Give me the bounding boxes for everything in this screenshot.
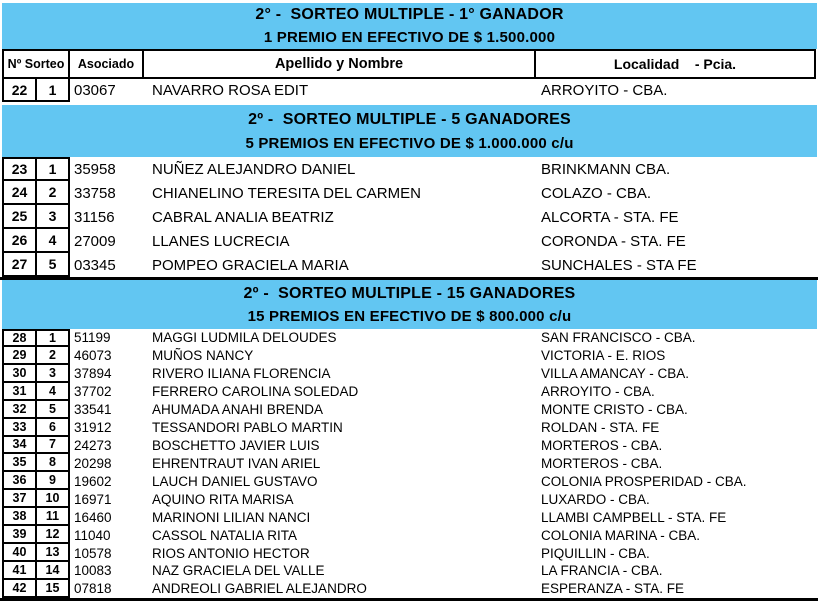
locality-cell: ESPERANZA - STA. FE <box>541 581 685 597</box>
winner-order-cell: 2 <box>35 181 70 205</box>
winner-row <box>0 205 818 229</box>
winner-row <box>0 419 818 437</box>
winner-row <box>0 562 818 580</box>
winner-order-cell: 3 <box>35 205 70 229</box>
sorteo-number-cell: 42 <box>2 580 37 598</box>
winner-name-cell: FERRERO CAROLINA SOLEDAD <box>152 384 359 400</box>
winner-name-cell: MARINONI LILIAN NANCI <box>152 509 311 525</box>
sorteo-number-cell: 32 <box>2 401 37 419</box>
winner-order-cell: 1 <box>35 329 70 347</box>
winner-rows <box>0 79 818 102</box>
column-header-row <box>0 49 818 79</box>
sorteo-number-cell: 38 <box>2 508 37 526</box>
winner-order-cell: 11 <box>35 508 70 526</box>
winner-order-cell: 2 <box>35 347 70 365</box>
winner-order-cell: 14 <box>35 562 70 580</box>
divider-line <box>0 598 818 601</box>
winner-order-cell: 10 <box>35 490 70 508</box>
sorteo-number-cell: 29 <box>2 347 37 365</box>
winner-name-cell: RIVERO ILIANA FLORENCIA <box>152 366 331 382</box>
sorteo-number-cell: 37 <box>2 490 37 508</box>
winner-row <box>0 347 818 365</box>
locality-cell: VILLA AMANCAY - CBA. <box>541 366 690 382</box>
asociado-number-cell: 20298 <box>74 455 112 471</box>
locality-cell: ARROYITO - CBA. <box>541 82 668 99</box>
sorteo-number-cell: 41 <box>2 562 37 580</box>
section-header-band <box>2 105 817 157</box>
locality-cell: MORTEROS - CBA. <box>541 437 663 453</box>
winner-row <box>0 508 818 526</box>
asociado-number-cell: 31156 <box>74 208 115 226</box>
winner-order-cell: 15 <box>35 580 70 598</box>
winner-name-cell: AHUMADA ANAHI BRENDA <box>152 402 324 418</box>
locality-cell: COLAZO - CBA. <box>541 184 652 202</box>
winner-row <box>0 472 818 490</box>
winner-row <box>0 253 818 277</box>
winner-name-cell: CABRAL ANALIA BEATRIZ <box>152 208 334 226</box>
asociado-number-cell: 16460 <box>74 509 112 525</box>
winner-row <box>0 490 818 508</box>
asociado-number-cell: 46073 <box>74 348 112 364</box>
asociado-number-cell: 37702 <box>74 384 112 400</box>
winner-rows <box>0 329 818 598</box>
winner-row <box>0 79 818 102</box>
section-subtitle: 1 PREMIO EN EFECTIVO DE $ 1.500.000 <box>263 29 556 46</box>
locality-cell: PIQUILLIN - CBA. <box>541 545 650 561</box>
sorteo-number-cell: 30 <box>2 365 37 383</box>
winner-order-cell: 1 <box>35 79 70 102</box>
winner-row <box>0 229 818 253</box>
asociado-number-cell: 03345 <box>74 256 116 274</box>
locality-cell: MORTEROS - CBA. <box>541 455 663 471</box>
winner-name-cell: NAZ GRACIELA DEL VALLE <box>152 563 325 579</box>
winner-row <box>0 383 818 401</box>
winner-row <box>0 526 818 544</box>
locality-cell: COLONIA PROSPERIDAD - CBA. <box>541 473 747 489</box>
sorteo-number-cell: 33 <box>2 419 37 437</box>
locality-cell: LLAMBI CAMPBELL - STA. FE <box>541 509 727 525</box>
asociado-number-cell: 33758 <box>74 184 116 202</box>
locality-cell: ROLDAN - STA. FE <box>541 420 660 436</box>
winner-name-cell: AQUINO RITA MARISA <box>152 491 294 507</box>
winner-name-cell: CHIANELINO TERESITA DEL CARMEN <box>152 184 421 202</box>
asociado-number-cell: 33541 <box>74 402 112 418</box>
asociado-number-cell: 27009 <box>74 232 116 250</box>
locality-cell: LA FRANCIA - CBA. <box>541 563 663 579</box>
locality-cell: SUNCHALES - STA FE <box>541 256 697 274</box>
asociado-number-cell: 03067 <box>74 82 116 99</box>
winner-order-cell: 4 <box>35 229 70 253</box>
locality-cell: BRINKMANN CBA. <box>541 160 671 178</box>
winner-row <box>0 437 818 455</box>
section-title: 2° - SORTEO MULTIPLE - 1° GANADOR <box>255 6 564 23</box>
winner-name-cell: RIOS ANTONIO HECTOR <box>152 545 310 561</box>
winner-order-cell: 9 <box>35 472 70 490</box>
section-subtitle: 15 PREMIOS EN EFECTIVO DE $ 800.000 c/u <box>247 307 572 325</box>
column-header-localidad: Localidad - Pcia. <box>534 49 816 79</box>
sorteo-number-cell: 27 <box>2 253 37 277</box>
section-title: 2º - SORTEO MULTIPLE - 15 GANADORES <box>243 284 576 302</box>
winner-order-cell: 3 <box>35 365 70 383</box>
locality-cell: ARROYITO - CBA. <box>541 384 655 400</box>
column-header-sorteo: Nº Sorteo <box>2 49 70 79</box>
winner-name-cell: BOSCHETTO JAVIER LUIS <box>152 437 320 453</box>
asociado-number-cell: 31912 <box>74 420 112 436</box>
column-header-nombre: Apellido y Nombre <box>142 49 536 79</box>
winner-row <box>0 365 818 383</box>
winner-name-cell: EHRENTRAUT IVAN ARIEL <box>152 455 321 471</box>
winner-name-cell: MAGGI LUDMILA DELOUDES <box>152 330 337 346</box>
winner-order-cell: 12 <box>35 526 70 544</box>
winner-order-cell: 7 <box>35 437 70 455</box>
sorteo-number-cell: 39 <box>2 526 37 544</box>
locality-cell: CORONDA - STA. FE <box>541 232 686 250</box>
sorteo-section <box>0 105 818 277</box>
sorteo-number-cell: 23 <box>2 157 37 181</box>
winner-name-cell: NUÑEZ ALEJANDRO DANIEL <box>152 160 356 178</box>
locality-cell: VICTORIA - E. RIOS <box>541 348 666 364</box>
asociado-number-cell: 51199 <box>74 330 111 346</box>
sorteo-number-cell: 35 <box>2 454 37 472</box>
sorteo-number-cell: 24 <box>2 181 37 205</box>
section-title: 2º - SORTEO MULTIPLE - 5 GANADORES <box>248 110 571 128</box>
winner-name-cell: POMPEO GRACIELA MARIA <box>152 256 349 274</box>
winner-row <box>0 454 818 472</box>
sorteo-section <box>0 3 818 102</box>
locality-cell: ALCORTA - STA. FE <box>541 208 679 226</box>
winner-name-cell: CASSOL NATALIA RITA <box>152 527 298 543</box>
locality-cell: MONTE CRISTO - CBA. <box>541 402 688 418</box>
winner-name-cell: LAUCH DANIEL GUSTAVO <box>152 473 318 489</box>
winner-row <box>0 544 818 562</box>
asociado-number-cell: 11040 <box>74 527 111 543</box>
sorteo-number-cell: 40 <box>2 544 37 562</box>
winner-order-cell: 5 <box>35 253 70 277</box>
sorteo-number-cell: 22 <box>2 79 37 102</box>
winner-order-cell: 13 <box>35 544 70 562</box>
sorteo-number-cell: 34 <box>2 437 37 455</box>
sorteo-number-cell: 26 <box>2 229 37 253</box>
column-header-asociado: Asociado <box>68 49 144 79</box>
asociado-number-cell: 10578 <box>74 545 112 561</box>
winner-name-cell: ANDREOLI GABRIEL ALEJANDRO <box>152 581 367 597</box>
locality-cell: COLONIA MARINA - CBA. <box>541 527 701 543</box>
section-subtitle: 5 PREMIOS EN EFECTIVO DE $ 1.000.000 c/u <box>245 134 574 152</box>
locality-cell: LUXARDO - CBA. <box>541 491 650 507</box>
winner-order-cell: 1 <box>35 157 70 181</box>
asociado-number-cell: 35958 <box>74 160 116 178</box>
winner-name-cell: NAVARRO ROSA EDIT <box>152 82 309 99</box>
winner-rows <box>0 157 818 277</box>
winner-row <box>0 329 818 347</box>
asociado-number-cell: 19602 <box>74 473 112 489</box>
winner-order-cell: 5 <box>35 401 70 419</box>
sorteo-number-cell: 36 <box>2 472 37 490</box>
asociado-number-cell: 10083 <box>74 563 112 579</box>
winner-row <box>0 580 818 598</box>
sorteo-section <box>0 280 818 598</box>
sorteo-number-cell: 25 <box>2 205 37 229</box>
winner-name-cell: TESSANDORI PABLO MARTIN <box>152 420 343 436</box>
winner-name-cell: MUÑOS NANCY <box>152 348 254 364</box>
winner-order-cell: 8 <box>35 454 70 472</box>
winner-order-cell: 4 <box>35 383 70 401</box>
locality-cell: SAN FRANCISCO - CBA. <box>541 330 696 346</box>
asociado-number-cell: 16971 <box>74 491 112 507</box>
sorteo-number-cell: 28 <box>2 329 37 347</box>
sorteo-number-cell: 31 <box>2 383 37 401</box>
winner-name-cell: LLANES LUCRECIA <box>152 232 290 250</box>
winner-order-cell: 6 <box>35 419 70 437</box>
asociado-number-cell: 37894 <box>74 366 112 382</box>
asociado-number-cell: 07818 <box>74 581 112 597</box>
section-header-band <box>2 3 817 49</box>
winner-row <box>0 181 818 205</box>
winner-row <box>0 401 818 419</box>
section-header-band <box>2 280 817 329</box>
winner-row <box>0 157 818 181</box>
asociado-number-cell: 24273 <box>74 437 112 453</box>
